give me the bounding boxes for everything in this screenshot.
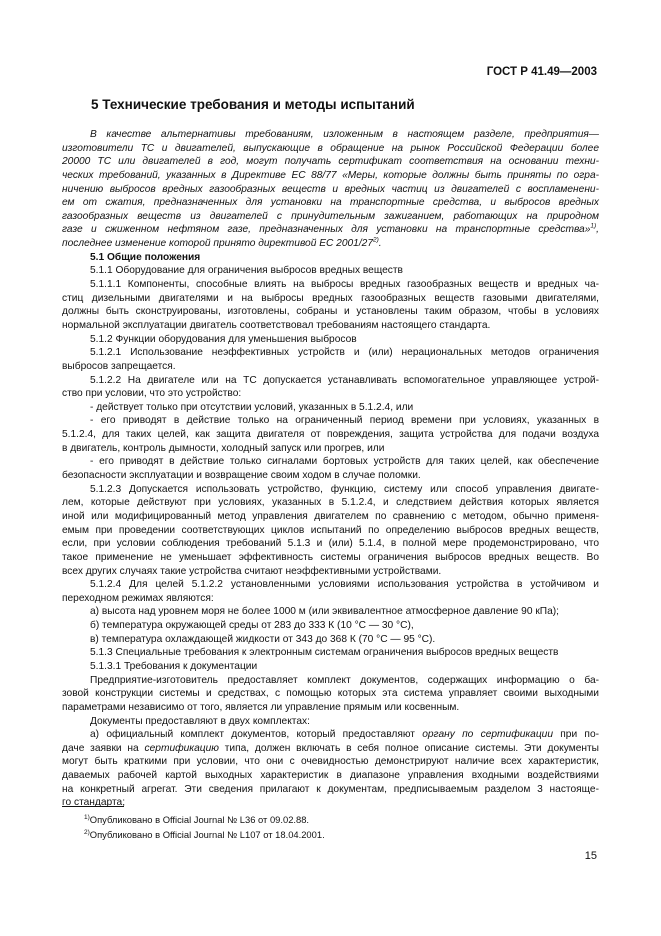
footnote <box>84 827 325 842</box>
subsection-heading: 5.1 Общие положения <box>90 251 201 263</box>
text-line <box>62 223 599 237</box>
text-line: емым при проведении соответствующих циклов испытаний по определению выбросов вредных веществ, <box>62 524 599 536</box>
text-line: стиц дизельными двигателями и на выбросы вредных газообразных веществ газовыми двигателями, <box>62 292 599 304</box>
text-line <box>62 742 599 756</box>
text-line: 5.1.2.4 Для целей 5.1.2.2 установленными условиями использования устройства в устойчивом и <box>90 579 599 591</box>
text-line: зовой конструкции системы и средствах, с помощью которых эта система управляет своими выходными <box>62 688 599 700</box>
body-text <box>62 128 599 810</box>
text-line: ство при условии, что это устройство: <box>62 388 242 400</box>
text-line: в двигатель, контроль дымности, холодный запуск или прогрев, или <box>62 442 385 454</box>
text-line: параметрами независимо от того, является ли управление прямым или косвенным. <box>62 701 460 713</box>
text-line: такое применение не уменьшает эффективность системы ограничения выбросов вредных веществ. Во <box>62 551 599 563</box>
text-line: 5.1.1.1 Компоненты, способные влиять на выбросы вредных газообразных веществ и вредных ча- <box>90 279 599 291</box>
page-number: 15 <box>584 850 597 862</box>
clause-heading: 5.1.1 Оборудование для ограничения выбросов вредных веществ <box>90 265 403 277</box>
text-line: ческих требований, указанных в Директиве ЕС 88/77 «Меры, которые должны быть приняты по огра- <box>62 169 599 181</box>
text-line: даваемых рабочей картой выходных характеристик в диапазоне управления входными воздействиями <box>62 770 599 782</box>
text-line: Документы предоставляют в двух комплектах: <box>90 715 310 727</box>
text-line: безопасности эксплуатации и возвращение своим ходом в случае поломки. <box>62 470 421 482</box>
list-item: - его приводят в действие только на ограниченный период времени при условиях, указанных в <box>90 415 599 427</box>
text-line: лем, которые действуют при условиях, указанных в 5.1.2.4, и следствием действия которых является <box>62 497 599 509</box>
text-run: . <box>378 238 382 250</box>
text-run: а) официальный комплект документов, который предоставляют <box>90 729 423 741</box>
text-run: при по- <box>553 729 600 741</box>
text-line: переходном режимах являются: <box>62 592 214 604</box>
text-line: на конкретный агрегат. Эти сведения прилагают к документам, предписываемым разделом 3 настояще- <box>62 783 599 795</box>
footnote-text: Опубликовано в Official Journal № L107 от 18.04.2001. <box>89 829 325 840</box>
footnote-mark: 2) <box>84 828 90 836</box>
text-run: типа, должен включать в себя полное описание системы. Эти документы <box>218 742 600 754</box>
clause-heading: 5.1.2 Функции оборудования для уменьшения выбросов <box>90 333 357 345</box>
text-line: выбросов запрещается. <box>62 360 176 372</box>
text-line: 5.1.2.4, для таких целей, как защита двигателя от повреждения, защита устройства для подачи воздуха <box>62 429 599 441</box>
footnote-text: Опубликовано в Official Journal № L36 от 09.02.88. <box>89 814 310 825</box>
list-item: а) высота над уровнем моря не более 1000 м (или эквивалентное атмосферное давление 90 кПа); <box>90 606 560 618</box>
text-line: изготовители ТС и двигателей, выпускающие в обращение на рынок Российской Федерации более <box>62 142 599 154</box>
footnote-ref: 2) <box>373 236 379 244</box>
text-line: если, при условии соблюдения требований 5.1.3 и (или) 5.1.4, в полной мере продемонстрировано, что <box>62 538 599 550</box>
text-line: всех других случаях такие устройства считают неэффективными устройствами. <box>62 565 442 577</box>
text-line <box>62 237 599 251</box>
text-line: ничению выбросов вредных газообразных веществ и вредных частиц из двигателей с воспламенени- <box>62 183 599 195</box>
text-line: 5.1.2.1 Использование неэффективных устройств и (или) нерациональных методов ограничения <box>90 347 599 359</box>
text-line: нормальной эксплуатации двигатель соответствовал требованиям настоящего стандарта. <box>62 319 491 331</box>
text-run: , <box>596 224 599 236</box>
text-line: 5.1.2.3 Допускается использовать устройство, функцию, систему или способ управления двигате- <box>90 483 599 495</box>
text-line: 5.1.2.2 На двигателе или на ТС допускается устанавливать вспомогательное управляющее устрой- <box>90 374 599 386</box>
list-item: в) температура охлаждающей жидкости от 343 до 368 К (70 °С — 95 °С). <box>90 633 436 645</box>
emphasis-term: сертификацию <box>144 742 219 754</box>
intro-paragraph <box>62 128 599 251</box>
list-item: - его приводят в действие только сигналами бортовых устройств для таких целей, как обеспечение <box>90 456 599 468</box>
footnote-divider <box>62 806 124 807</box>
text-line: В качестве альтернативы требованиям, изложенным в настоящем разделе, предприятия— <box>90 129 599 140</box>
text-line: ем от сжатия, предназначенных для установки на транспортные средства, и выбросов вредных <box>62 197 599 209</box>
text-line: могут быть краткими при условии, что они с очевидностью демонстрируют наличие всех характеристик, <box>62 756 599 768</box>
text-line: 20000 ТС или двигателей в год, могут получать сертификат соответствия на основании техни- <box>62 156 599 168</box>
list-item <box>62 728 599 742</box>
footnote-mark: 1) <box>84 813 90 821</box>
text-run: последнее изменение которой принято директивой ЕС 2001/27 <box>62 238 374 250</box>
footnotes <box>84 812 325 842</box>
section-title: 5 Технические требования и методы испытаний <box>91 97 415 112</box>
text-line: Предприятие-изготовитель предоставляет комплект документов, содержащих информацию о ба- <box>90 674 599 686</box>
clause-heading: 5.1.3 Специальные требования к электронным системам ограничения выбросов вредных веществ <box>90 647 559 659</box>
text-line: должны быть сконструированы, изготовлены, собраны и установлены таким образом, чтобы в условиях <box>62 306 599 318</box>
footnote-ref: 1) <box>590 223 597 231</box>
footnote <box>84 812 325 827</box>
clause-heading: 5.1.3.1 Требования к документации <box>90 660 258 672</box>
list-item: - действует только при отсутствии условий, указанных в 5.1.2.4, или <box>90 401 414 413</box>
text-run: газе и сжиженном нефтяном газе, предназначенных для установки на транспортные средства» <box>62 224 591 236</box>
list-item: б) температура окружающей среды от 283 до 333 К (10 °С — 30 °С), <box>90 620 414 632</box>
text-run: даче заявки на <box>62 742 145 754</box>
standard-header: ГОСТ Р 41.49—2003 <box>486 66 597 78</box>
text-line: го стандарта; <box>62 797 126 809</box>
emphasis-term: органу по сертификации <box>422 729 554 741</box>
text-line: газообразных веществ из двигателей с принудительным зажиганием, работающих на природном <box>62 210 599 222</box>
text-line: иной или модифицированный метод управления двигателем по сравнению с методом, обычно применя- <box>62 510 599 522</box>
